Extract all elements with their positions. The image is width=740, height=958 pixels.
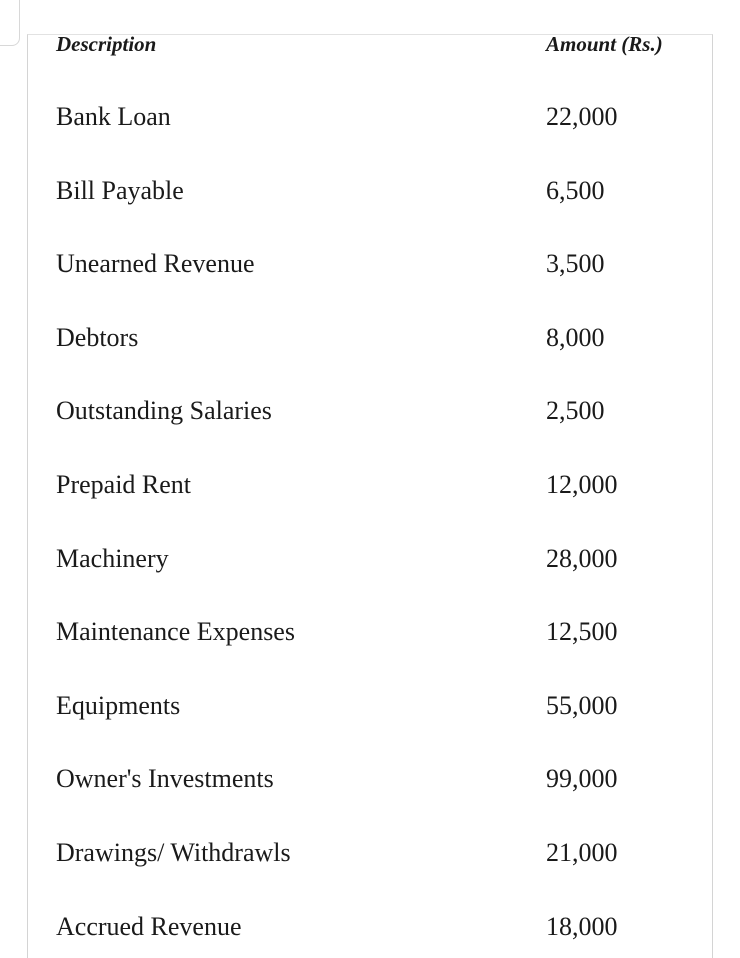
row-description: Debtors (56, 322, 139, 352)
row-amount: 28,000 (546, 543, 618, 573)
row-description: Bank Loan (56, 102, 171, 131)
table-row (28, 689, 712, 763)
table-row (28, 247, 712, 321)
table-header-row (28, 32, 712, 57)
row-amount: 3,500 (546, 249, 605, 279)
row-description: Equipments (56, 690, 181, 720)
table-row (28, 321, 712, 395)
table-row (28, 542, 712, 616)
row-description: Accrued Revenue (56, 911, 242, 941)
table-row (28, 100, 712, 174)
row-amount: 6,500 (546, 175, 605, 205)
row-description: Prepaid Rent (56, 469, 192, 499)
row-amount: 55,000 (546, 690, 618, 720)
table-row (28, 394, 712, 468)
row-description: Maintenance Expenses (56, 617, 295, 647)
row-description: Owner's Investments (56, 764, 274, 794)
row-amount: 18,000 (546, 911, 618, 941)
column-header-description: Description (56, 32, 157, 56)
table-row (28, 174, 712, 248)
corner-tab (0, 0, 20, 46)
row-amount: 8,000 (546, 322, 605, 352)
row-description: Machinery (56, 543, 169, 573)
row-description: Drawings/ Withdrawls (56, 837, 291, 867)
table-body (28, 100, 712, 958)
row-amount: 99,000 (546, 764, 618, 794)
row-amount: 12,000 (546, 469, 618, 499)
row-amount: 21,000 (546, 837, 618, 867)
column-header-amount: Amount (Rs.) (546, 32, 663, 56)
row-description: Bill Payable (56, 175, 184, 205)
row-amount: 2,500 (546, 396, 605, 426)
table-row (28, 762, 712, 836)
table-row (28, 468, 712, 542)
table-row (28, 910, 712, 958)
table-row (28, 615, 712, 689)
row-amount: 22,000 (546, 102, 618, 131)
row-description: Outstanding Salaries (56, 396, 272, 426)
row-amount: 12,500 (546, 617, 618, 647)
accounts-table (27, 34, 713, 958)
row-description: Unearned Revenue (56, 249, 255, 279)
table-row (28, 836, 712, 910)
